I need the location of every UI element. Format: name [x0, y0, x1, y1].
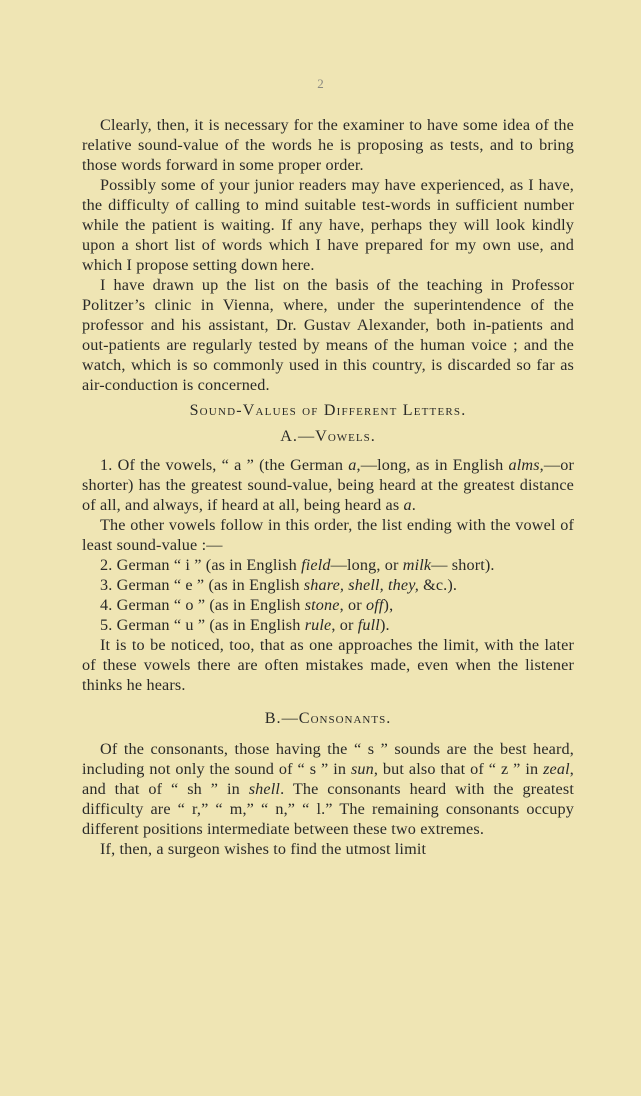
vowel-item-2: 2. German “ i ” (as in English field—long, or milk— short).: [100, 556, 495, 574]
vowel-item-5: 5. German “ u ” (as in English rule, or full).: [100, 616, 390, 634]
consonants-paragraph: Of the consonants, those having the “ s ” sounds are the best heard, including not only the sound of “ s ” in sun, but also that of “ z ” in zeal, and that of “ sh ” in shell. The consonants heard with the greatest difficulty are “ r,” “ m,” “ n,” “ l.” The remaining consonants occupy different positions intermediate between these two extremes.: [82, 740, 574, 838]
body-text: [82, 115, 574, 859]
vowel-item-3: 3. German “ e ” (as in English share, shell, they, &c.).: [100, 576, 458, 594]
vowel-order-text: The other vowels follow in this order, the list ending with the vowel of least sound-value :—: [82, 516, 574, 554]
closing-line: If, then, a surgeon wishes to find the utmost limit: [100, 840, 427, 858]
consonants-heading: B.—Consonants.: [264, 709, 392, 727]
vowels-heading: A.—Vowels.: [280, 427, 376, 445]
page-number: 2: [317, 76, 324, 91]
vowel-item-1: 1. Of the vowels, “ a ” (the German a,—long, as in English alms,—or shorter) has the greatest sound-value, being heard at the greatest distance of all, and always, if heard at all, being heard as a.: [82, 456, 574, 514]
intro-paragraph-1: Clearly, then, it is necessary for the examiner to have some idea of the relative sound-value of the words he is proposing as tests, and to bring those words forward in some proper order.: [82, 116, 574, 174]
vowel-notice-paragraph: It is to be noticed, too, that as one approaches the limit, with the later of these vowels there are often mistakes made, even when the listener thinks he hears.: [82, 636, 574, 694]
intro-paragraph-2: Possibly some of your junior readers may have experienced, as I have, the difficulty of calling to mind suitable test-words in sufficient number while the patient is waiting. If any have, perhaps they will look kindly upon a short list of words which I have prepared for my own use, and which I propose setting down here.: [82, 176, 574, 274]
vowel-item-4: 4. German “ o ” (as in English stone, or off),: [100, 596, 394, 614]
section-heading: Sound-Values of Different Letters.: [189, 402, 467, 419]
intro-paragraph-3: I have drawn up the list on the basis of the teaching in Professor Politzer’s clinic in Vienna, where, under the superintendence of the professor and his assistant, Dr. Gustav Alexander, both in-patients and out-patients are regularly tested by means of the human voice ; and the watch, which is so commonly used in this country, is discarded so far as air-conduction is concerned.: [82, 276, 574, 394]
